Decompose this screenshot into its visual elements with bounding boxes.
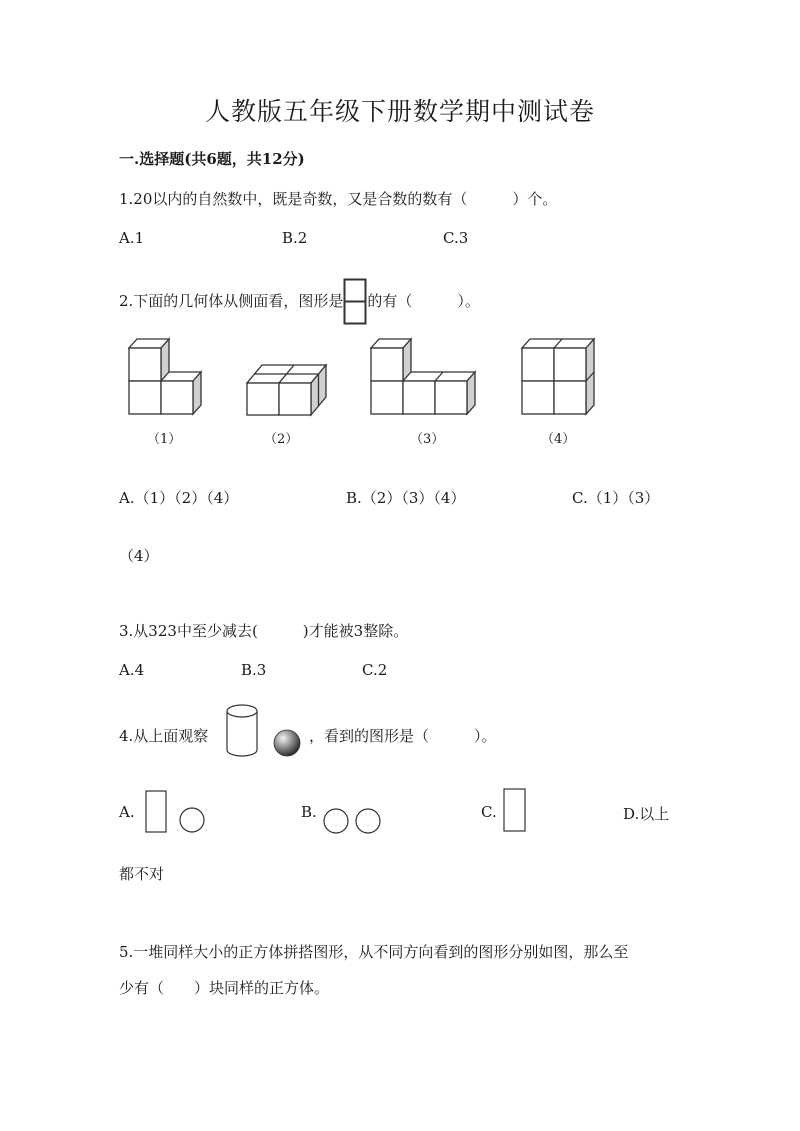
q2-option-c-continued: （4） <box>119 547 159 565</box>
figure-1-caption: （1） <box>147 432 182 447</box>
q1-option-a: A.1 <box>119 229 145 247</box>
q4-option-d-continued: 都不对 <box>119 865 165 883</box>
question-2-text-before: 2.下面的几何体从侧面看，图形是 <box>119 292 344 310</box>
sphere-icon <box>272 728 302 758</box>
q2-option-c: C.（1）（3） <box>572 489 660 507</box>
side-view-icon <box>343 278 367 326</box>
q4-option-a-figure <box>144 789 208 835</box>
q4-option-c: C. <box>481 803 497 821</box>
question-4-text-before: 4.从上面观察 <box>119 727 209 745</box>
question-1-text: 1.20以内的自然数中，既是奇数，又是合数的数有（ ）个。 <box>119 190 558 208</box>
q3-option-a: A.4 <box>119 661 145 679</box>
question-2-line <box>119 278 480 326</box>
q1-option-b: B.2 <box>282 229 308 247</box>
page-title: 人教版五年级下册数学期中测试卷 <box>204 97 595 126</box>
question-4-text-after: ，看到的图形是（ ）。 <box>309 727 497 745</box>
solid-figure-4 <box>518 335 603 420</box>
question-5-line-2: 少有（ ）块同样的正方体。 <box>119 979 330 997</box>
q4-option-b-figure <box>322 806 384 836</box>
q3-option-c: C.2 <box>362 661 388 679</box>
figure-3-caption: （3） <box>410 432 445 447</box>
q4-option-d: D.以上 <box>623 805 670 823</box>
figure-2-caption: （2） <box>264 432 299 447</box>
q2-option-a: A.（1）（2）（4） <box>119 489 239 507</box>
q4-option-b: B. <box>301 803 317 821</box>
question-2-text-after: 的有（ ）。 <box>367 292 480 310</box>
section-heading: 一.选择题(共6题，共12分) <box>119 150 305 168</box>
q2-option-b: B.（2）（3）（4） <box>346 489 466 507</box>
q4-option-a: A. <box>119 803 135 821</box>
solid-figure-1 <box>125 335 215 420</box>
q4-option-c-figure <box>502 787 528 835</box>
question-3-text: 3.从323中至少减去( )才能被3整除。 <box>119 622 409 640</box>
question-5-line-1: 5.一堆同样大小的正方体拼搭图形，从不同方向看到的图形分别如图，那么至 <box>119 943 629 961</box>
q3-option-b: B.3 <box>241 661 267 679</box>
solid-figure-2 <box>242 355 332 420</box>
cylinder-icon <box>224 703 260 759</box>
solid-figure-3 <box>366 335 488 420</box>
q1-option-c: C.3 <box>443 229 469 247</box>
figure-4-caption: （4） <box>541 432 576 447</box>
